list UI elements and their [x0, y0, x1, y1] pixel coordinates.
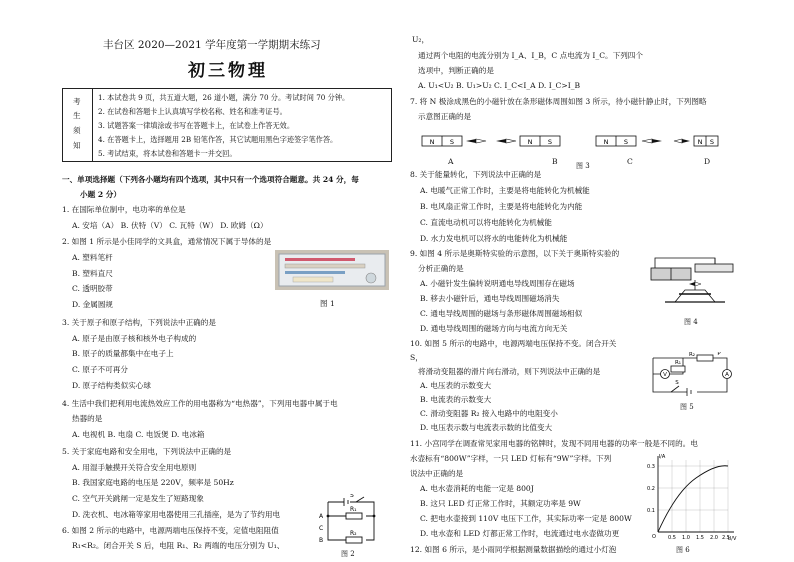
q10-option-b: B. 电流表的示数变大 [420, 395, 492, 404]
q12-stem: 12. 如图 6 所示，是小雨同学根据测量数据描绘的通过小灯泡 [410, 545, 617, 554]
fig5-label-p: P [717, 352, 721, 357]
fig3-d-needle [674, 139, 682, 143]
exam-title: 丰台区 2020—2021 学年度第一学期期末练习 [103, 39, 321, 51]
q4-stem-cont: 热器的是 [72, 414, 103, 423]
fig2-circuit [316, 494, 380, 548]
q3-option-a: A. 原子是由原子核和核外电子构成的 [72, 334, 197, 343]
fig3-c-pole-s: S [623, 138, 629, 146]
q9-option-d: D. 通电导线周围的磁场方向与电流方向无关 [420, 324, 568, 333]
q9-option-a: A. 小磁针发生偏转说明通电导线周围存在磁场 [420, 279, 575, 288]
fig6-iu-graph [646, 452, 738, 542]
fig3-d-pole-n: N [697, 138, 703, 146]
fig2-label-b: B [319, 537, 324, 544]
q10-stem-s: S， [410, 353, 423, 362]
fig6-curve [658, 466, 728, 532]
fig5-label-v: V [663, 372, 667, 378]
fig5-label-r1: R₁ [674, 360, 682, 366]
fig2-label-r1: R₁ [350, 506, 357, 513]
fig3-a-needle [466, 139, 476, 143]
q10-stem: 10. 如图 5 所示的电路中，电源两端电压保持不变。闭合开关 [410, 339, 617, 348]
q2-option-b: B. 塑料直尺 [72, 269, 113, 278]
q6-cont-prompt: 选项中，判断正确的是 [418, 66, 494, 75]
notice-item-1: 1. 本试卷共 9 页，共五道大题，26 道小题，满分 70 分。考试时间 70 分钟。 [98, 93, 350, 102]
fig3-d-pole-s: S [709, 138, 715, 146]
fig6-x-unit: U/V [727, 536, 737, 542]
fig5-caption: 图 5 [680, 403, 694, 411]
q6-stem-cont: R₁<R₂。闭合开关 S 后，电阻 R₁、R₂ 两端的电压分别为 U₁、 [72, 541, 285, 550]
fig5-circuit [647, 352, 737, 400]
fig6-y-unit: I/A [658, 454, 666, 460]
q10-option-c: C. 滑动变阻器 R₂ 接入电路中的电阻变小 [420, 409, 558, 418]
q9-option-c: C. 通电导线周围的磁场与条形磁体周围磁场相似 [420, 309, 583, 318]
q10-option-a: A. 电压表的示数变大 [420, 381, 492, 390]
fig3-option-d: D [704, 157, 711, 166]
fig5-r1-body [671, 366, 685, 372]
fig3-option-b: B [552, 157, 558, 166]
fig5-label-s: S [675, 380, 679, 386]
fig3-b-needle [496, 139, 506, 143]
q4-stem: 4. 生活中我们把利用电流热效应工作的用电器称为“电热器”，下列用电器中属于电 [62, 399, 338, 408]
fig4-needle [689, 282, 695, 286]
fig2-label-s: S [350, 494, 354, 499]
fig3-b-pole-s: S [547, 138, 553, 146]
q4-options: A. 电视机 B. 电扇 C. 电饭煲 D. 电冰箱 [72, 430, 205, 439]
notice-item-3: 3. 试题答案一律填涂或书写在答题卡上，在试卷上作答无效。 [98, 121, 295, 130]
notice-label-4: 知 [73, 141, 81, 150]
notice-label-2: 生 [73, 111, 81, 120]
fig6-caption: 图 6 [676, 546, 690, 554]
q9-option-b: B. 移去小磁针后，通电导线周围磁场消失 [420, 294, 560, 303]
fig6-ytick: 0.3 [647, 464, 655, 470]
q3-stem: 3. 关于原子和原子结构，下列说法中正确的是 [62, 318, 216, 327]
q6-options: A. U₁<U₂ B. U₁>U₂ C. I_C<I_A D. I_C>I_B [418, 81, 581, 90]
notice-item-4: 4. 在答题卡上，选择题用 2B 铅笔作答，其它试题用黑色字迹签字笔作答。 [98, 135, 338, 144]
fig3-a-pole-s: S [449, 138, 455, 146]
q2-option-c: C. 透明胶带 [72, 284, 113, 293]
q1-stem: 1. 在国际单位制中，电功率的单位是 [62, 205, 186, 214]
q3-option-c: C. 原子不可再分 [72, 365, 128, 374]
q8-option-a: A. 电暖气正常工作时，主要是将电能转化为机械能 [420, 186, 590, 195]
fig6-xtick: 2.0 [710, 535, 718, 541]
q11-stem-cont: 水壶标有“800W”字样，一只 LED 灯标有“9W”字样。下列 [410, 454, 612, 463]
fig6-xtick: 0.5 [668, 535, 676, 541]
fig1-caption: 图 1 [320, 299, 335, 308]
notice-item-2: 2. 在试卷和答题卡上认真填写学校名称、姓名和准考证号。 [98, 107, 287, 116]
q8-stem: 8. 关于能量转化，下列说法中正确的是 [410, 170, 542, 179]
fig3-option-a: A [448, 157, 454, 166]
q11-option-c: C. 把电水壶接到 110V 电压下工作，其实际功率一定是 800W [420, 514, 632, 523]
q6-stem: 6. 如图 2 所示的电路中，电源两端电压保持不变，定值电阻阻值 [62, 526, 279, 535]
subject-title: 初三物理 [188, 61, 268, 81]
q8-option-b: B. 电风扇正常工作时，主要是将电能转化为内能 [420, 202, 583, 211]
q7-stem-cont: 示意图正确的是 [418, 112, 472, 121]
fig3-b-pole-n: N [527, 138, 533, 146]
q5-option-a: A. 用湿手触摸开关符合安全用电原则 [72, 463, 197, 472]
q9-stem-cont: 分析正确的是 [418, 264, 464, 273]
q2-option-d: D. 金属圆规 [72, 300, 114, 309]
fig5-label-r2: R₂ [688, 352, 696, 358]
fig6-ytick: 0.2 [647, 486, 655, 492]
fig3-a-pole-n: N [429, 138, 435, 146]
fig6-origin: O [652, 534, 656, 540]
q5-stem: 5. 关于家庭电路和安全用电，下列说法中正确的是 [62, 447, 232, 456]
q3-option-d: D. 原子结构类似实心球 [72, 381, 151, 390]
notice-item-5: 5. 考试结束，将本试卷和答题卡一并交回。 [98, 149, 237, 158]
fig1-pencil-case-photo [275, 250, 389, 290]
q2-stem: 2. 如图 1 所示是小佳同学的文具盒，通常情况下属于导体的是 [62, 237, 272, 246]
q9-stem: 9. 如图 4 所示是奥斯特实验的示意图，以下关于奥斯特实验的 [410, 249, 620, 258]
fig6-xtick: 2.5 [722, 535, 730, 541]
fig4-oersted [645, 250, 741, 314]
q2-option-a: A. 塑料笔杆 [72, 253, 113, 262]
fig3-magnets [420, 128, 720, 154]
fig6-xtick: 1.5 [696, 535, 704, 541]
q11-option-d: D. 电水壶和 LED 灯都正常工作时，电流通过电水壶做功更 [420, 529, 620, 538]
fig2-caption: 图 2 [341, 550, 355, 558]
fig2-r1-body [346, 513, 362, 519]
notice-divider [92, 88, 93, 161]
q6-cont-u2: U₂， [412, 35, 430, 44]
q11-option-b: B. 这只 LED 灯正常工作时，其额定功率是 9W [420, 499, 581, 508]
notice-label-1: 考 [73, 97, 81, 106]
fig5-r2-body [697, 355, 713, 361]
q5-option-b: B. 我国家庭电路的电压是 220V，频率是 50Hz [72, 478, 234, 487]
section1-heading: 一、单项选择题（下列各小题均有四个选项，其中只有一个选项符合题意。共 24 分，每 [62, 175, 359, 184]
q7-stem: 7. 将 N 极涂成黑色的小磁针放在条形磁体周围如图 3 所示，待小磁针静止时，下列图略 [410, 97, 707, 106]
fig3-option-c: C [627, 157, 633, 166]
fig6-ytick: 0.1 [647, 508, 655, 514]
q11-stem-prompt: 说法中正确的是 [410, 469, 464, 478]
q11-stem: 11. 小宫同学在调查常见家用电器的铭牌时，发现不同用电器的功率一般是不同的。电 [410, 439, 698, 448]
q8-option-c: C. 直流电动机可以将电能转化为机械能 [420, 218, 552, 227]
q5-option-c: C. 空气开关跳闸一定是发生了短路现象 [72, 494, 204, 503]
q6-cont-currents: 通过两个电阻的电流分别为 I_A、I_B，C 点电流为 I_C。下列四个 [418, 51, 643, 60]
q1-options: A. 安培（A） B. 伏特（V） C. 瓦特（W） D. 欧姆（Ω） [72, 221, 268, 230]
fig2-label-c: C [319, 525, 324, 532]
fig3-c-pole-n: N [603, 138, 609, 146]
fig2-label-r2: R₂ [350, 530, 357, 537]
fig3-c-needle [642, 139, 652, 143]
q3-option-b: B. 原子的质量都集中在电子上 [72, 349, 174, 358]
section1-heading-cont: 小题 2 分） [80, 190, 121, 199]
fig2-r2-body [346, 537, 362, 543]
q8-option-d: D. 水力发电机可以将水的电能转化为机械能 [420, 234, 568, 243]
fig4-caption: 图 4 [684, 318, 698, 326]
fig2-label-a: A [319, 513, 324, 520]
fig5-label-a: A [725, 372, 729, 378]
fig6-xtick: 1.0 [682, 535, 690, 541]
q5-option-d: D. 洗衣机、电冰箱等家用电器使用三孔插座，是为了节约用电 [72, 510, 281, 519]
q10-stem-cont: 将滑动变阻器的滑片向右滑动，则下列说法中正确的是 [418, 367, 601, 376]
notice-label-3: 须 [73, 126, 81, 135]
q10-option-d: D. 电压表示数与电流表示数的比值变大 [420, 423, 553, 432]
fig3-caption: 图 3 [576, 162, 590, 170]
q11-option-a: A. 电水壶消耗的电能一定是 800J [420, 484, 534, 493]
